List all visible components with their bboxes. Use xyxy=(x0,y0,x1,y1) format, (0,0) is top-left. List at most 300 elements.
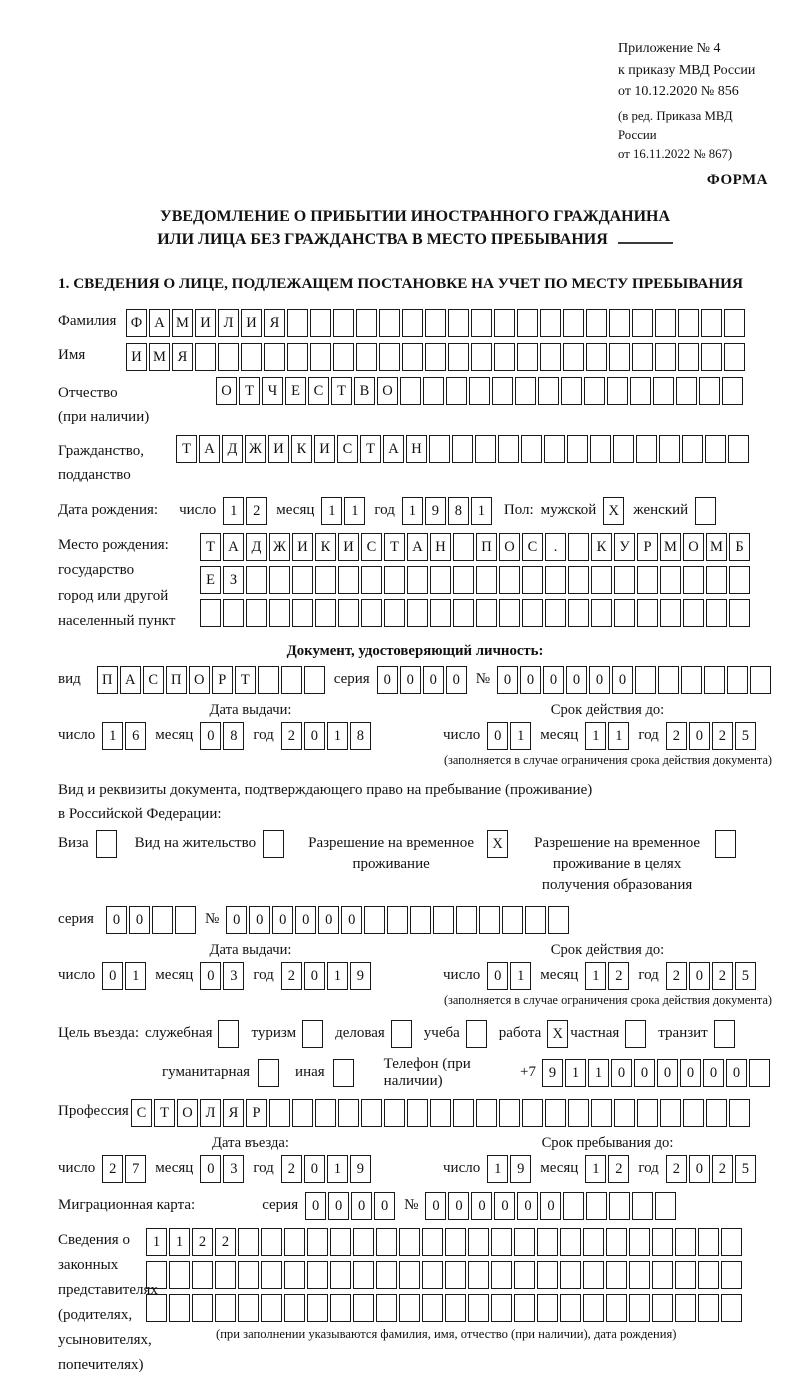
char-box[interactable] xyxy=(384,566,405,594)
char-box[interactable] xyxy=(402,309,423,337)
char-box[interactable] xyxy=(333,1059,354,1087)
char-box[interactable] xyxy=(287,309,308,337)
char-box[interactable] xyxy=(448,343,469,371)
char-box[interactable]: 0 xyxy=(129,906,150,934)
char-box[interactable] xyxy=(356,343,377,371)
char-box[interactable]: 0 xyxy=(377,666,398,694)
char-box[interactable] xyxy=(391,1020,412,1048)
char-box[interactable] xyxy=(425,309,446,337)
char-box[interactable]: 0 xyxy=(226,906,247,934)
char-box[interactable]: Т xyxy=(200,533,221,561)
char-box[interactable]: 1 xyxy=(471,497,492,525)
char-box[interactable]: 0 xyxy=(611,1059,632,1087)
char-box[interactable] xyxy=(169,1294,190,1322)
char-box[interactable]: 9 xyxy=(425,497,446,525)
char-box[interactable]: 0 xyxy=(689,962,710,990)
char-box[interactable] xyxy=(525,906,546,934)
char-box[interactable]: 0 xyxy=(425,1192,446,1220)
char-box[interactable] xyxy=(152,906,173,934)
char-box[interactable] xyxy=(448,309,469,337)
char-box[interactable] xyxy=(338,566,359,594)
char-box[interactable]: Ф xyxy=(126,309,147,337)
char-box[interactable]: Н xyxy=(430,533,451,561)
char-box[interactable]: . xyxy=(545,533,566,561)
char-box[interactable] xyxy=(583,1261,604,1289)
char-box[interactable] xyxy=(96,830,117,858)
char-box[interactable] xyxy=(502,906,523,934)
char-box[interactable] xyxy=(494,343,515,371)
char-box[interactable]: Т xyxy=(154,1099,175,1127)
char-box[interactable]: 2 xyxy=(712,1155,733,1183)
char-box[interactable] xyxy=(567,435,588,463)
char-box[interactable]: И xyxy=(292,533,313,561)
char-box[interactable] xyxy=(399,1228,420,1256)
char-box[interactable]: Б xyxy=(729,533,750,561)
char-box[interactable]: И xyxy=(126,343,147,371)
char-box[interactable] xyxy=(445,1294,466,1322)
char-box[interactable] xyxy=(591,566,612,594)
char-box[interactable] xyxy=(307,1294,328,1322)
char-box[interactable]: 2 xyxy=(666,962,687,990)
char-box[interactable]: 2 xyxy=(666,1155,687,1183)
char-box[interactable]: 0 xyxy=(374,1192,395,1220)
char-box[interactable] xyxy=(606,1261,627,1289)
char-box[interactable] xyxy=(655,343,676,371)
char-box[interactable]: А xyxy=(199,435,220,463)
char-box[interactable] xyxy=(514,1228,535,1256)
char-box[interactable] xyxy=(284,1228,305,1256)
char-box[interactable]: 1 xyxy=(608,722,629,750)
char-box[interactable]: 1 xyxy=(588,1059,609,1087)
char-box[interactable] xyxy=(361,1099,382,1127)
char-box[interactable]: О xyxy=(499,533,520,561)
char-box[interactable] xyxy=(561,377,582,405)
char-box[interactable]: И xyxy=(314,435,335,463)
char-box[interactable] xyxy=(675,1261,696,1289)
char-box[interactable]: 0 xyxy=(497,666,518,694)
char-box[interactable] xyxy=(330,1294,351,1322)
char-box[interactable] xyxy=(499,1099,520,1127)
char-box[interactable] xyxy=(146,1294,167,1322)
char-box[interactable]: 5 xyxy=(735,722,756,750)
char-box[interactable] xyxy=(678,343,699,371)
char-box[interactable] xyxy=(545,566,566,594)
char-box[interactable] xyxy=(302,1020,323,1048)
char-box[interactable]: 1 xyxy=(102,722,123,750)
char-box[interactable] xyxy=(545,1099,566,1127)
char-box[interactable] xyxy=(287,343,308,371)
char-box[interactable]: 0 xyxy=(304,962,325,990)
char-box[interactable] xyxy=(749,1059,770,1087)
char-box[interactable] xyxy=(722,377,743,405)
char-box[interactable]: А xyxy=(383,435,404,463)
char-box[interactable]: З xyxy=(223,566,244,594)
char-box[interactable] xyxy=(614,599,635,627)
char-box[interactable]: Т xyxy=(235,666,256,694)
char-box[interactable] xyxy=(683,1099,704,1127)
char-box[interactable] xyxy=(446,377,467,405)
char-box[interactable] xyxy=(399,1261,420,1289)
char-box[interactable]: 0 xyxy=(200,962,221,990)
char-box[interactable]: 0 xyxy=(295,906,316,934)
char-box[interactable] xyxy=(476,599,497,627)
char-box[interactable]: X xyxy=(487,830,508,858)
char-box[interactable] xyxy=(215,1294,236,1322)
char-box[interactable]: 1 xyxy=(223,497,244,525)
char-box[interactable] xyxy=(522,1099,543,1127)
char-box[interactable] xyxy=(238,1261,259,1289)
char-box[interactable] xyxy=(517,309,538,337)
char-box[interactable] xyxy=(261,1294,282,1322)
char-box[interactable] xyxy=(333,309,354,337)
char-box[interactable] xyxy=(537,1261,558,1289)
char-box[interactable] xyxy=(614,566,635,594)
char-box[interactable] xyxy=(384,599,405,627)
char-box[interactable] xyxy=(522,566,543,594)
char-box[interactable] xyxy=(238,1228,259,1256)
char-box[interactable] xyxy=(281,666,302,694)
char-box[interactable]: 2 xyxy=(192,1228,213,1256)
char-box[interactable] xyxy=(632,343,653,371)
char-box[interactable]: 0 xyxy=(520,666,541,694)
char-box[interactable] xyxy=(445,1228,466,1256)
char-box[interactable]: С xyxy=(143,666,164,694)
char-box[interactable] xyxy=(425,343,446,371)
char-box[interactable]: 2 xyxy=(666,722,687,750)
char-box[interactable] xyxy=(729,566,750,594)
char-box[interactable] xyxy=(729,599,750,627)
char-box[interactable]: 1 xyxy=(585,722,606,750)
char-box[interactable]: 0 xyxy=(200,722,221,750)
char-box[interactable] xyxy=(402,343,423,371)
char-box[interactable] xyxy=(583,1228,604,1256)
char-box[interactable]: 0 xyxy=(543,666,564,694)
char-box[interactable]: Я xyxy=(172,343,193,371)
char-box[interactable]: 0 xyxy=(106,906,127,934)
char-box[interactable] xyxy=(637,1099,658,1127)
char-box[interactable] xyxy=(379,309,400,337)
char-box[interactable]: Ж xyxy=(269,533,290,561)
char-box[interactable] xyxy=(246,566,267,594)
char-box[interactable]: 2 xyxy=(281,1155,302,1183)
char-box[interactable]: X xyxy=(547,1020,568,1048)
char-box[interactable]: 2 xyxy=(608,1155,629,1183)
char-box[interactable] xyxy=(269,1099,290,1127)
char-box[interactable] xyxy=(479,906,500,934)
char-box[interactable] xyxy=(655,309,676,337)
char-box[interactable] xyxy=(269,566,290,594)
char-box[interactable] xyxy=(652,1261,673,1289)
char-box[interactable] xyxy=(538,377,559,405)
char-box[interactable]: 0 xyxy=(341,906,362,934)
char-box[interactable]: Ч xyxy=(262,377,283,405)
char-box[interactable] xyxy=(706,1099,727,1127)
char-box[interactable] xyxy=(678,309,699,337)
char-box[interactable] xyxy=(609,343,630,371)
char-box[interactable] xyxy=(727,666,748,694)
char-box[interactable] xyxy=(353,1228,374,1256)
char-box[interactable]: 2 xyxy=(281,722,302,750)
char-box[interactable] xyxy=(637,566,658,594)
char-box[interactable] xyxy=(269,599,290,627)
char-box[interactable]: 2 xyxy=(246,497,267,525)
char-box[interactable] xyxy=(540,343,561,371)
char-box[interactable]: Н xyxy=(406,435,427,463)
char-box[interactable]: А xyxy=(407,533,428,561)
char-box[interactable] xyxy=(609,309,630,337)
char-box[interactable]: 3 xyxy=(223,962,244,990)
char-box[interactable]: 1 xyxy=(565,1059,586,1087)
char-box[interactable]: 1 xyxy=(344,497,365,525)
char-box[interactable]: 0 xyxy=(494,1192,515,1220)
char-box[interactable] xyxy=(563,1192,584,1220)
char-box[interactable] xyxy=(681,666,702,694)
char-box[interactable] xyxy=(238,1294,259,1322)
char-box[interactable] xyxy=(514,1261,535,1289)
char-box[interactable] xyxy=(466,1020,487,1048)
char-box[interactable]: О xyxy=(683,533,704,561)
char-box[interactable] xyxy=(310,309,331,337)
char-box[interactable] xyxy=(540,309,561,337)
char-box[interactable] xyxy=(683,599,704,627)
char-box[interactable]: Я xyxy=(264,309,285,337)
char-box[interactable]: 0 xyxy=(487,722,508,750)
char-box[interactable] xyxy=(333,343,354,371)
char-box[interactable] xyxy=(379,343,400,371)
char-box[interactable] xyxy=(453,599,474,627)
char-box[interactable]: С xyxy=(337,435,358,463)
char-box[interactable] xyxy=(583,1294,604,1322)
char-box[interactable]: Я xyxy=(223,1099,244,1127)
char-box[interactable] xyxy=(660,599,681,627)
char-box[interactable]: Р xyxy=(212,666,233,694)
char-box[interactable]: 1 xyxy=(327,722,348,750)
char-box[interactable] xyxy=(429,435,450,463)
char-box[interactable] xyxy=(258,1059,279,1087)
char-box[interactable]: 9 xyxy=(350,1155,371,1183)
char-box[interactable]: К xyxy=(591,533,612,561)
char-box[interactable]: 0 xyxy=(200,1155,221,1183)
char-box[interactable] xyxy=(636,435,657,463)
char-box[interactable] xyxy=(606,1228,627,1256)
char-box[interactable]: 0 xyxy=(487,962,508,990)
char-box[interactable]: 0 xyxy=(446,666,467,694)
char-box[interactable] xyxy=(750,666,771,694)
char-box[interactable]: 0 xyxy=(304,722,325,750)
char-box[interactable] xyxy=(338,1099,359,1127)
char-box[interactable]: 1 xyxy=(510,722,531,750)
char-box[interactable] xyxy=(568,599,589,627)
char-box[interactable]: 0 xyxy=(448,1192,469,1220)
char-box[interactable]: 5 xyxy=(735,962,756,990)
char-box[interactable] xyxy=(261,1261,282,1289)
char-box[interactable]: В xyxy=(354,377,375,405)
char-box[interactable] xyxy=(353,1294,374,1322)
char-box[interactable]: 9 xyxy=(542,1059,563,1087)
char-box[interactable] xyxy=(568,533,589,561)
char-box[interactable]: И xyxy=(338,533,359,561)
char-box[interactable]: 1 xyxy=(510,962,531,990)
char-box[interactable]: 0 xyxy=(328,1192,349,1220)
char-box[interactable] xyxy=(514,1294,535,1322)
char-box[interactable] xyxy=(632,309,653,337)
char-box[interactable]: 0 xyxy=(351,1192,372,1220)
char-box[interactable]: 0 xyxy=(566,666,587,694)
char-box[interactable] xyxy=(246,599,267,627)
char-box[interactable] xyxy=(586,1192,607,1220)
char-box[interactable] xyxy=(361,599,382,627)
char-box[interactable] xyxy=(468,1228,489,1256)
char-box[interactable] xyxy=(195,343,216,371)
char-box[interactable]: П xyxy=(476,533,497,561)
char-box[interactable]: Е xyxy=(285,377,306,405)
char-box[interactable] xyxy=(330,1261,351,1289)
char-box[interactable] xyxy=(215,1261,236,1289)
char-box[interactable]: 1 xyxy=(327,962,348,990)
char-box[interactable] xyxy=(714,1020,735,1048)
char-box[interactable] xyxy=(492,377,513,405)
char-box[interactable]: 1 xyxy=(146,1228,167,1256)
char-box[interactable]: 3 xyxy=(223,1155,244,1183)
char-box[interactable] xyxy=(433,906,454,934)
char-box[interactable]: 0 xyxy=(657,1059,678,1087)
char-box[interactable]: А xyxy=(223,533,244,561)
char-box[interactable]: 1 xyxy=(169,1228,190,1256)
char-box[interactable] xyxy=(653,377,674,405)
char-box[interactable] xyxy=(683,566,704,594)
char-box[interactable] xyxy=(607,377,628,405)
char-box[interactable] xyxy=(568,1099,589,1127)
char-box[interactable] xyxy=(376,1261,397,1289)
char-box[interactable] xyxy=(522,599,543,627)
char-box[interactable] xyxy=(258,666,279,694)
char-box[interactable] xyxy=(728,435,749,463)
char-box[interactable] xyxy=(356,309,377,337)
char-box[interactable]: Л xyxy=(200,1099,221,1127)
char-box[interactable] xyxy=(586,343,607,371)
char-box[interactable] xyxy=(659,435,680,463)
char-box[interactable] xyxy=(353,1261,374,1289)
char-box[interactable]: 2 xyxy=(608,962,629,990)
char-box[interactable] xyxy=(445,1261,466,1289)
char-box[interactable]: 0 xyxy=(680,1059,701,1087)
char-box[interactable] xyxy=(453,566,474,594)
char-box[interactable] xyxy=(652,1228,673,1256)
char-box[interactable]: 5 xyxy=(735,1155,756,1183)
char-box[interactable]: 0 xyxy=(634,1059,655,1087)
char-box[interactable] xyxy=(476,1099,497,1127)
char-box[interactable] xyxy=(453,533,474,561)
char-box[interactable] xyxy=(200,599,221,627)
char-box[interactable] xyxy=(169,1261,190,1289)
char-box[interactable] xyxy=(284,1294,305,1322)
char-box[interactable]: 0 xyxy=(726,1059,747,1087)
char-box[interactable] xyxy=(476,566,497,594)
char-box[interactable] xyxy=(491,1294,512,1322)
char-box[interactable]: X xyxy=(603,497,624,525)
char-box[interactable]: 0 xyxy=(471,1192,492,1220)
char-box[interactable] xyxy=(387,906,408,934)
char-box[interactable] xyxy=(613,435,634,463)
char-box[interactable]: 1 xyxy=(125,962,146,990)
char-box[interactable] xyxy=(729,1099,750,1127)
char-box[interactable]: 0 xyxy=(540,1192,561,1220)
char-box[interactable] xyxy=(544,435,565,463)
char-box[interactable] xyxy=(192,1294,213,1322)
char-box[interactable] xyxy=(560,1228,581,1256)
char-box[interactable] xyxy=(635,666,656,694)
char-box[interactable] xyxy=(706,566,727,594)
char-box[interactable] xyxy=(407,566,428,594)
char-box[interactable]: 1 xyxy=(585,962,606,990)
char-box[interactable] xyxy=(175,906,196,934)
char-box[interactable] xyxy=(384,1099,405,1127)
char-box[interactable]: 9 xyxy=(350,962,371,990)
char-box[interactable] xyxy=(655,1192,676,1220)
char-box[interactable] xyxy=(498,435,519,463)
char-box[interactable] xyxy=(430,566,451,594)
char-box[interactable] xyxy=(364,906,385,934)
char-box[interactable] xyxy=(586,309,607,337)
char-box[interactable] xyxy=(241,343,262,371)
char-box[interactable]: Т xyxy=(384,533,405,561)
char-box[interactable] xyxy=(699,377,720,405)
char-box[interactable] xyxy=(706,599,727,627)
char-box[interactable] xyxy=(471,309,492,337)
char-box[interactable] xyxy=(537,1294,558,1322)
char-box[interactable]: Т xyxy=(176,435,197,463)
char-box[interactable]: 0 xyxy=(249,906,270,934)
char-box[interactable] xyxy=(704,666,725,694)
char-box[interactable]: 0 xyxy=(305,1192,326,1220)
char-box[interactable] xyxy=(468,1261,489,1289)
char-box[interactable]: К xyxy=(291,435,312,463)
char-box[interactable] xyxy=(721,1228,742,1256)
char-box[interactable] xyxy=(307,1261,328,1289)
char-box[interactable] xyxy=(563,309,584,337)
char-box[interactable] xyxy=(315,599,336,627)
char-box[interactable]: 2 xyxy=(712,962,733,990)
char-box[interactable] xyxy=(452,435,473,463)
char-box[interactable]: 9 xyxy=(510,1155,531,1183)
char-box[interactable] xyxy=(422,1228,443,1256)
char-box[interactable] xyxy=(263,830,284,858)
char-box[interactable] xyxy=(310,343,331,371)
char-box[interactable] xyxy=(307,1228,328,1256)
char-box[interactable] xyxy=(475,435,496,463)
char-box[interactable]: И xyxy=(241,309,262,337)
char-box[interactable]: Р xyxy=(637,533,658,561)
char-box[interactable]: А xyxy=(120,666,141,694)
char-box[interactable]: Т xyxy=(239,377,260,405)
char-box[interactable]: Т xyxy=(360,435,381,463)
char-box[interactable]: С xyxy=(522,533,543,561)
char-box[interactable]: 1 xyxy=(321,497,342,525)
char-box[interactable] xyxy=(560,1261,581,1289)
char-box[interactable] xyxy=(399,1294,420,1322)
char-box[interactable] xyxy=(422,1294,443,1322)
char-box[interactable] xyxy=(724,343,745,371)
char-box[interactable]: 1 xyxy=(402,497,423,525)
char-box[interactable]: 8 xyxy=(448,497,469,525)
char-box[interactable] xyxy=(563,343,584,371)
char-box[interactable] xyxy=(521,435,542,463)
char-box[interactable] xyxy=(315,566,336,594)
char-box[interactable]: М xyxy=(149,343,170,371)
char-box[interactable] xyxy=(264,343,285,371)
char-box[interactable] xyxy=(494,309,515,337)
char-box[interactable]: Л xyxy=(218,309,239,337)
